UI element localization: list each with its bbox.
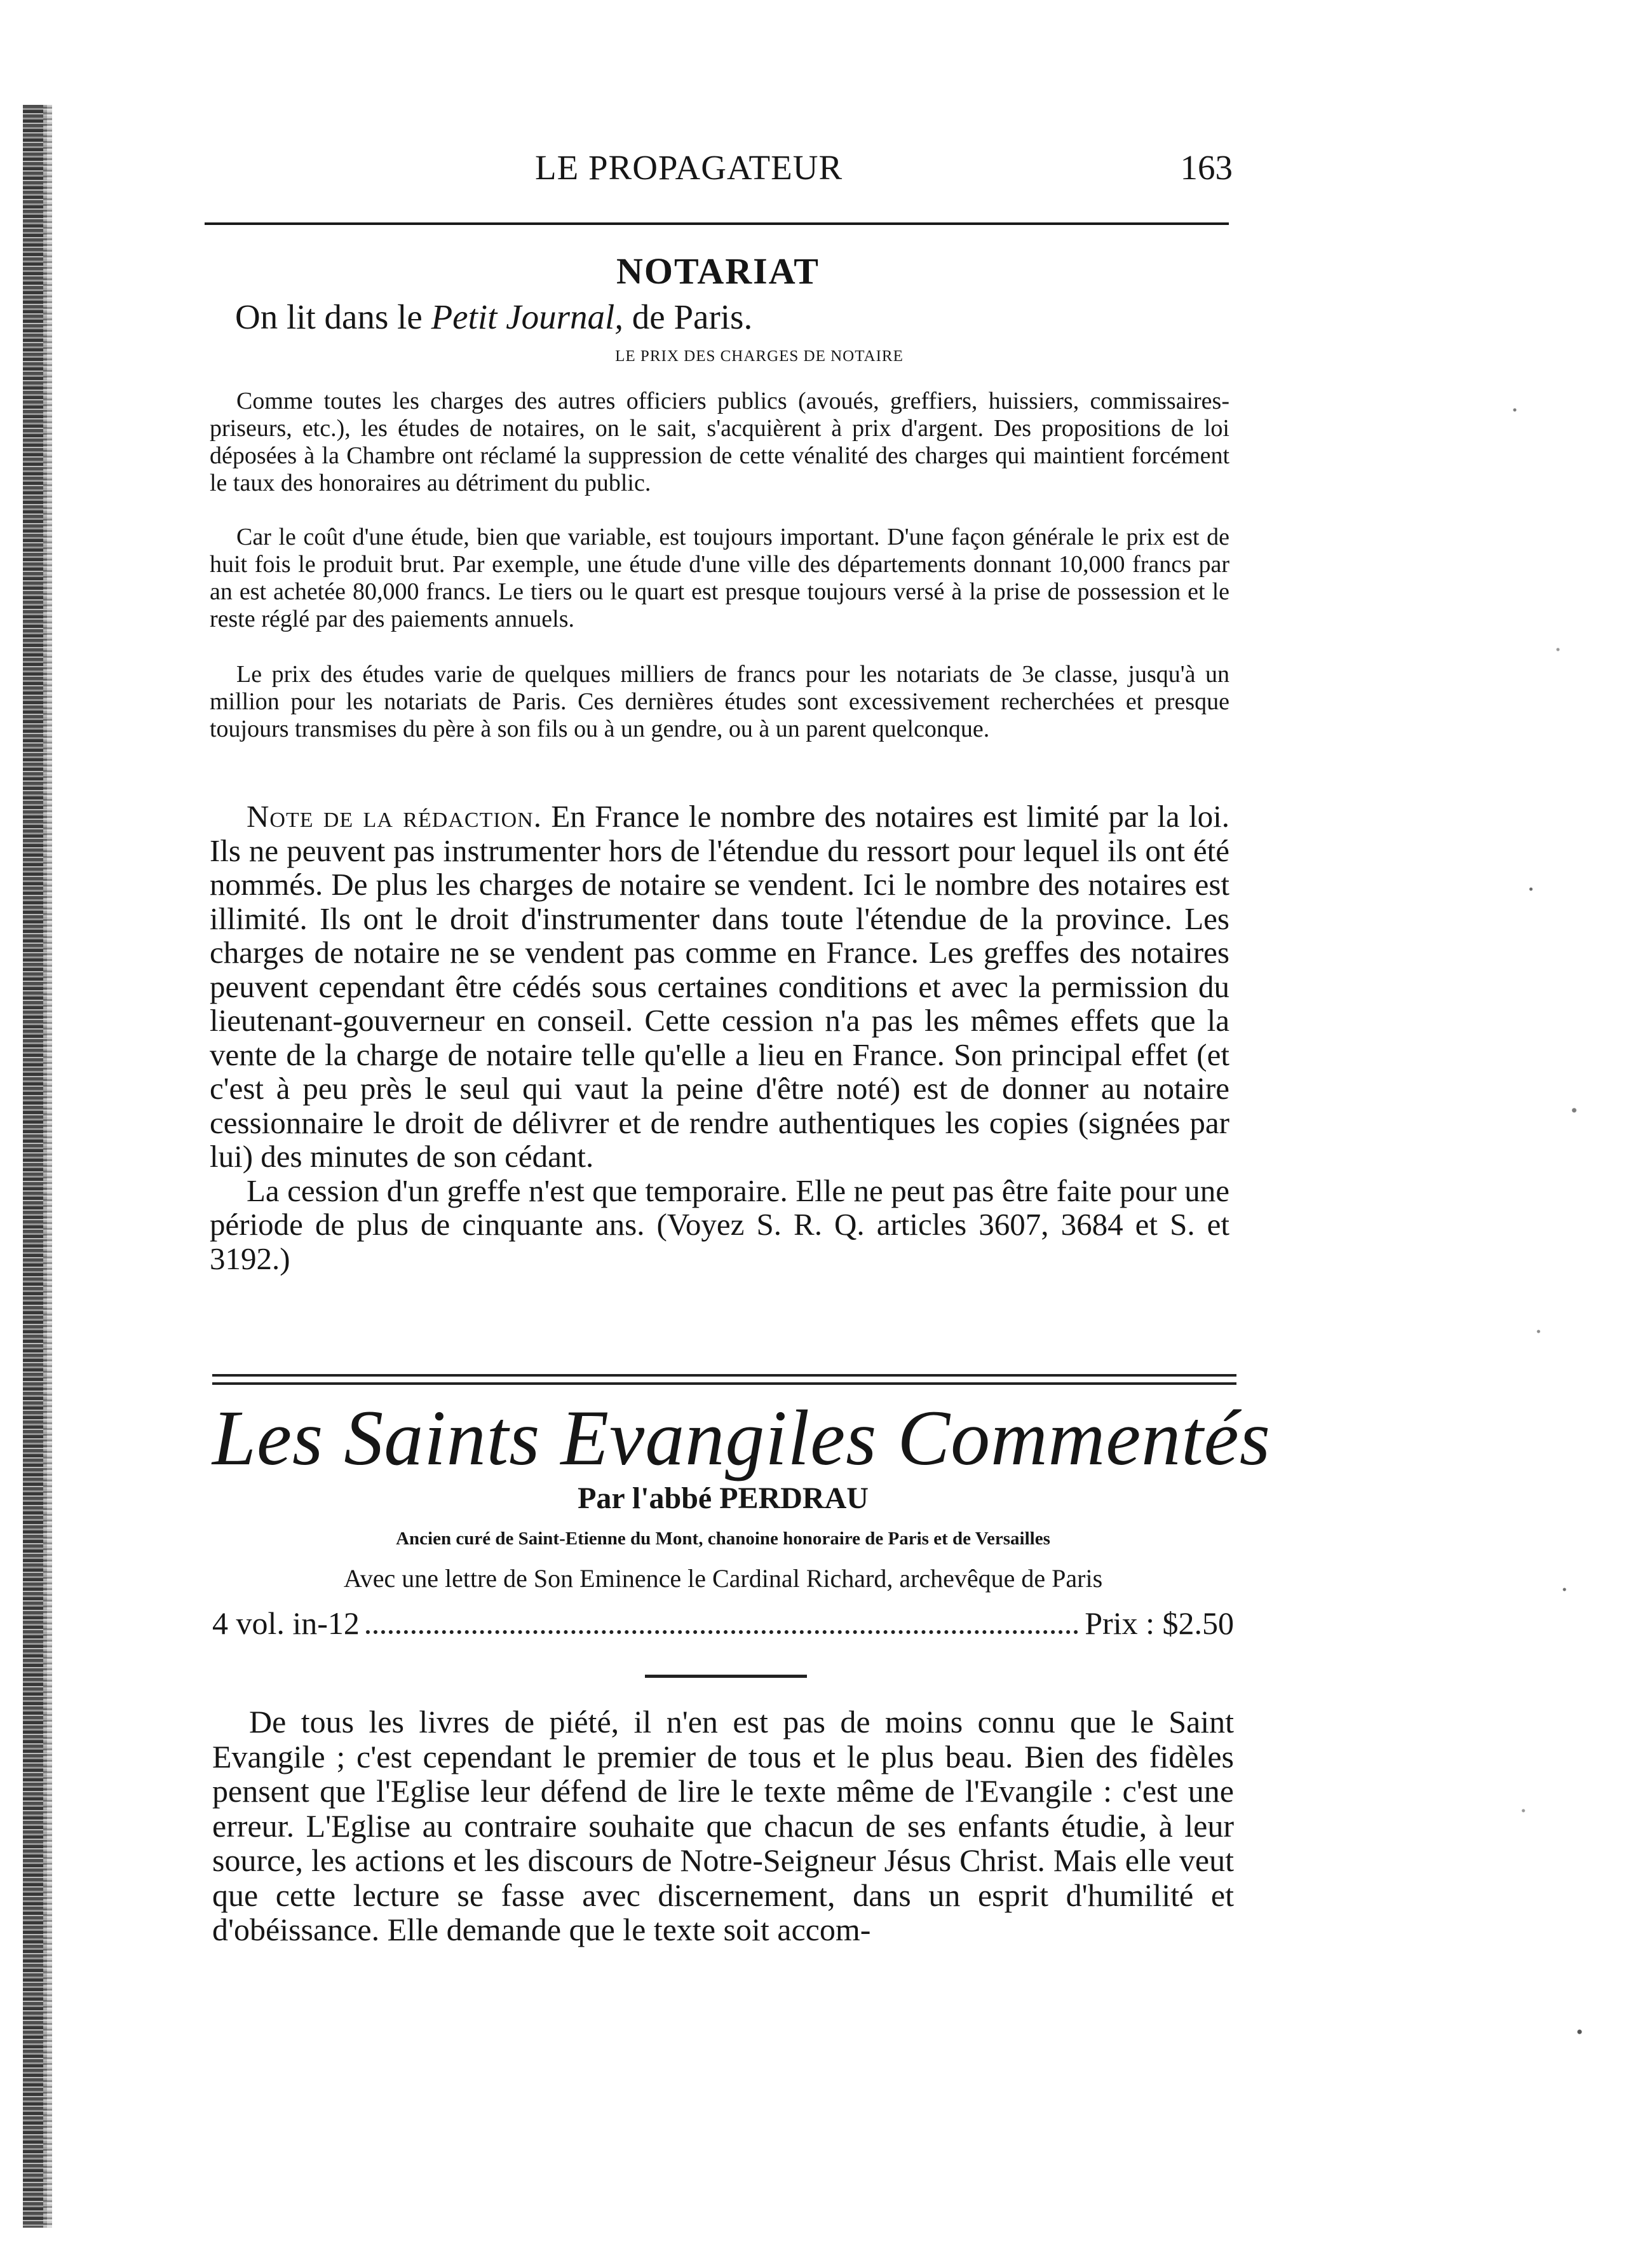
article-paragraph: Le prix des études varie de quelques milliers de francs pour les notariats de 3e classe, jusqu'à un million pour les notariats de Paris. Ces dernières études sont excessivement recherchées et presque toujours transmises du père à son fils ou à un gendre, ou à un parent quelconque. [210,661,1229,742]
article-subhead: LE PRIX DES CHARGES DE NOTAIRE [615,348,904,365]
note-label: Note de la rédaction. [247,799,542,834]
advertisement-body: De tous les livres de piété, il n'en est pas de moins connu que le Saint Evangile ; c'est cependant le premier de tous et le plus beau. Bien des fidèles pensent que l'Eglise leur défend de lire le texte même de l'Evangile : c'est une erreur. L'Eglise au contraire souhaite que chacun de ses enfants étudie, à leur source, les actions et les discours de Notre-Seigneur Jésus Christ. Mais elle veut que cette lecture se fasse avec discernement, dans un esprit d'humilité et d'obéissance. Elle demande que le texte soit accom- [212,1704,1234,1947]
editorial-note [210,800,1229,1276]
leader-dots [366,1630,1078,1634]
scan-binding-shadow [43,105,52,2228]
advertisement-author: Par l'abbé PERDRAU [578,1481,869,1515]
article-paragraph: Comme toutes les charges des autres officiers publics (avoués, greffiers, huissiers, commissaires-priseurs, etc.), les études de notaires, on le sait, s'acquièrent à prix d'argent. Des propositions de loi déposées à la Chambre ont réclamé la suppression de cette vénalité des charges qui maintient forcément le taux des honoraires au détriment du public. [210,388,1229,496]
letter-note: Avec une lettre de Son Eminence le Cardinal Richard, archevêque de Paris [343,1564,1103,1593]
price: Prix : $2.50 [1085,1605,1234,1641]
running-header-title: LE PROPAGATEUR [535,148,843,187]
source-suffix: de Paris. [623,297,753,336]
price-row [212,1605,1234,1643]
header-rule [205,222,1229,225]
section-separator-rule [212,1382,1236,1385]
advertisement-title: Les Saints Evangiles Commentés [212,1394,1271,1481]
article-paragraph: Car le coût d'une étude, bien que variable, est toujours important. D'une façon générale le prix est de huit fois le produit brut. Par exemple, une étude d'une ville des départements donnant 10,000 francs par an est achetée 80,000 francs. Le tiers ou le quart est presque toujours versé à la prise de possession et le reste réglé par des paiements annuels. [210,524,1229,632]
author-role: Ancien curé de Saint-Etienne du Mont, chanoine honoraire de Paris et de Versailles [396,1528,1050,1549]
center-rule [645,1675,807,1678]
note-text: En France le nombre des notaires est limité par la loi. Ils ne peuvent pas instrumenter hors de l'étendue du ressort pour lequel ils ont été nommés. De plus les charges de notaire se vendent. Ici le nombre des notaires est illimité. Ils ont le droit d'instrumenter dans toute l'étendue de la province. Les charges de notaire ne se vendent pas comme en France. Les greffes des notaires peuvent cependant être cédés sous certaines conditions et avec la permission du lieutenant-gouverneur en conseil. Cette cession n'a pas les mêmes effets que la vente de la charge de notaire telle qu'elle a lieu en France. Son principal effet (et c'est à peu près le seul qui vaut la peine d'être noté) est de donner au notaire cessionnaire le droit de délivrer et de rendre authentiques les copies (signées par lui) des minutes de son cédant. [210,799,1229,1174]
section-separator-rule [212,1374,1236,1377]
page-number: 163 [1180,148,1233,187]
volumes: 4 vol. in-12 [212,1605,360,1641]
source-journal: Petit Journal, [431,297,624,336]
source-line [235,297,1125,337]
scan-margin-specks [1493,318,1601,2161]
section-title: NOTARIAT [616,250,820,292]
note-text-2: La cession d'un greffe n'est que temporaire. Elle ne peut pas être faite pour une période de plus de cinquante ans. (Voyez S. R. Q. articles 3607, 3684 et S. et 3192.) [210,1173,1229,1276]
source-prefix: On lit dans le [235,297,431,336]
